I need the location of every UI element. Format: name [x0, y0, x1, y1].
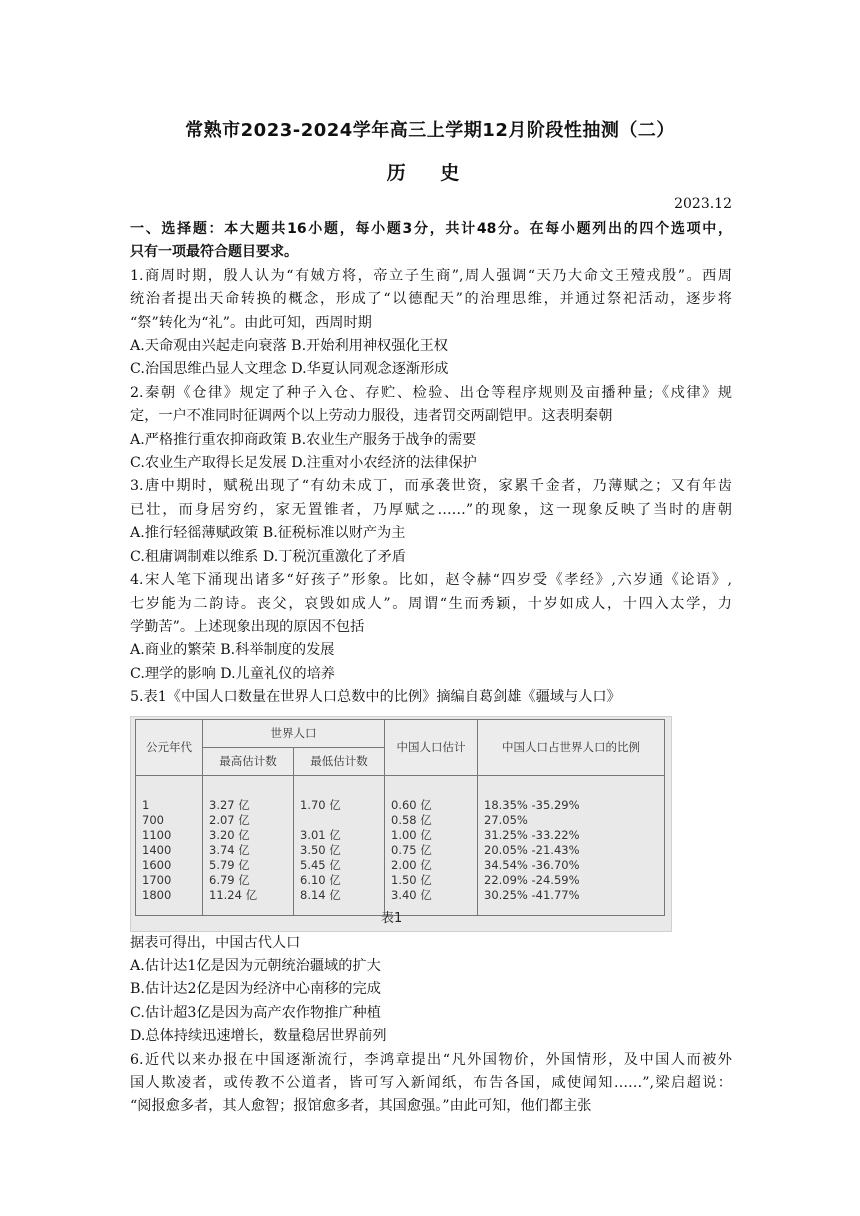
- header-world-population: 世界人口: [203, 719, 385, 747]
- cell-year: 1700: [136, 873, 203, 888]
- table-row: [136, 843, 665, 858]
- exam-title: 常熟市2023-2024学年高三上学期12月阶段性抽测（二）: [185, 120, 675, 141]
- exam-date: 2023.12: [674, 196, 732, 212]
- q5-option-a: A.估计达1亿是因为元朝统治疆域的扩大: [130, 957, 381, 974]
- population-table: [135, 719, 665, 917]
- cell-ratio: 27.05%: [478, 813, 665, 828]
- q6-line: “阅报愈多者，其人愈智；报馆愈多者，其国愈强。”由此可知，他们都主张: [130, 1098, 592, 1115]
- cell-year: 1: [136, 776, 203, 814]
- cell-low: 3.50 亿: [294, 843, 385, 858]
- table-caption: 表1: [381, 911, 403, 927]
- cell-china: 0.58 亿: [385, 813, 478, 828]
- table-row: [136, 776, 665, 814]
- cell-high: 6.79 亿: [203, 873, 294, 888]
- cell-low: 3.01 亿: [294, 828, 385, 843]
- cell-low: 6.10 亿: [294, 873, 385, 888]
- population-table-image: [130, 716, 672, 932]
- q1-options-ab: A.天命观由兴起走向衰落 B.开始利用神权强化王权: [130, 338, 448, 355]
- cell-ratio: 30.25% -41.77%: [478, 888, 665, 916]
- cell-year: 700: [136, 813, 203, 828]
- cell-high: 2.07 亿: [203, 813, 294, 828]
- q4-options-ab: A.商业的繁荣 B.科举制度的发展: [130, 642, 335, 659]
- cell-high: 3.27 亿: [203, 776, 294, 814]
- q4-line: 4.宋人笔下涌现出诸多“好孩子”形象。比如，赵令赫“四岁受《孝经》,六岁通《论语》,: [130, 572, 732, 589]
- q3-line: 已壮，而身居穷约，家无置锥者，乃厚赋之……”的现象，这一现象反映了当时的唐朝: [130, 501, 732, 518]
- q5-option-b: B.估计达2亿是因为经济中心南移的完成: [130, 981, 381, 998]
- q4-line: 学勤苦”。上述现象出现的原因不包括: [130, 618, 365, 635]
- q4-options-cd: C.理学的影响 D.儿童礼仪的培养: [130, 665, 335, 682]
- cell-high: 3.20 亿: [203, 828, 294, 843]
- q1-line: 统治者提出天命转换的概念，形成了“以德配天”的治理思维，并通过祭祀活动，逐步将: [130, 291, 732, 308]
- q4-line: 七岁能为二韵诗。丧父，哀毁如成人”。周谓“生而秀颖，十岁如成人，十四入太学，力: [130, 595, 732, 612]
- q2-line: 2.秦朝《仓律》规定了种子入仓、存贮、检验、出仓等程序规则及亩播种量;《戍律》规: [130, 384, 732, 401]
- header-low-estimate: 最低估计数: [294, 747, 385, 775]
- table-row: [136, 813, 665, 828]
- q5-intro: 5.表1《中国人口数量在世界人口总数中的比例》摘编自葛剑雄《疆域与人口》: [130, 689, 621, 706]
- q1-options-cd: C.治国思维凸显人文理念 D.华夏认同观念逐渐形成: [130, 361, 449, 378]
- cell-ratio: 20.05% -21.43%: [478, 843, 665, 858]
- cell-china: 1.00 亿: [385, 828, 478, 843]
- q2-options-ab: A.严格推行重农抑商政策 B.农业生产服务于战争的需要: [130, 431, 477, 448]
- q3-options-cd: C.租庸调制难以维系 D.丁税沉重激化了矛盾: [130, 548, 406, 565]
- q3-line: 3.唐中期时，赋税出现了“有幼未成丁，而承袭世资，家累千金者，乃薄赋之；又有年齿: [130, 478, 732, 495]
- cell-china: 0.75 亿: [385, 843, 478, 858]
- table-row: [136, 828, 665, 843]
- cell-low: [294, 813, 385, 828]
- cell-year: 1400: [136, 843, 203, 858]
- header-ratio: 中国人口占世界人口的比例: [478, 719, 665, 776]
- cell-china: 0.60 亿: [385, 776, 478, 814]
- cell-ratio: 18.35% -35.29%: [478, 776, 665, 814]
- q3-options-ab: A.推行轻徭薄赋政策 B.征税标准以财产为主: [130, 525, 406, 542]
- table-row: [136, 858, 665, 873]
- q1-line: “祭”转化为“礼”。由此可知，西周时期: [130, 314, 372, 331]
- cell-ratio: 31.25% -33.22%: [478, 828, 665, 843]
- q2-options-cd: C.农业生产取得长足发展 D.注重对小农经济的法律保护: [130, 455, 477, 472]
- cell-low: 8.14 亿: [294, 888, 385, 916]
- q2-line: 定，一户不准同时征调两个以上劳动力服役，违者罚交两副铠甲。这表明秦朝: [130, 408, 613, 425]
- cell-year: 1600: [136, 858, 203, 873]
- cell-china: 1.50 亿: [385, 873, 478, 888]
- cell-ratio: 34.54% -36.70%: [478, 858, 665, 873]
- header-high-estimate: 最高估计数: [203, 747, 294, 775]
- cell-china: 2.00 亿: [385, 858, 478, 873]
- exam-content: [130, 218, 732, 1119]
- q5-option-d: D.总体持续迅速增长，数量稳居世界前列: [130, 1028, 387, 1045]
- subject-title: 历 史: [386, 162, 474, 184]
- cell-high: 3.74 亿: [203, 843, 294, 858]
- q1-line: 1.商周时期，殷人认为“有娀方将，帝立子生商”,周人强调“天乃大命文王殪戎殷”。西周: [130, 267, 732, 284]
- q6-line: 6.近代以来办报在中国逐渐流行，李鸿章提出“凡外国物价，外国情形，及中国人而被外: [130, 1051, 732, 1068]
- cell-high: 11.24 亿: [203, 888, 294, 916]
- cell-ratio: 22.09% -24.59%: [478, 873, 665, 888]
- cell-year: 1800: [136, 888, 203, 916]
- cell-year: 1100: [136, 828, 203, 843]
- q5-stem: 据表可得出，中国古代人口: [130, 934, 301, 951]
- cell-low: 5.45 亿: [294, 858, 385, 873]
- section-instruction-line1: 一、选择题：本大题共16小题，每小题3分，共计48分。在每小题列出的四个选项中，: [130, 221, 732, 237]
- q6-line: 国人欺凌者，或传教不公道者，皆可写入新闻纸，布告各国，咸使闻知……”,梁启超说：: [130, 1074, 732, 1091]
- table-row: [136, 873, 665, 888]
- q5-option-c: C.估计超3亿是因为高产农作物推广种植: [130, 1004, 381, 1021]
- header-year: 公元年代: [136, 719, 203, 776]
- cell-high: 5.79 亿: [203, 858, 294, 873]
- section-instruction-line2: 只有一项最符合题目要求。: [130, 244, 298, 261]
- cell-low: 1.70 亿: [294, 776, 385, 814]
- cell-china: 3.40 亿: [385, 888, 478, 916]
- header-china-estimate: 中国人口估计: [385, 719, 478, 776]
